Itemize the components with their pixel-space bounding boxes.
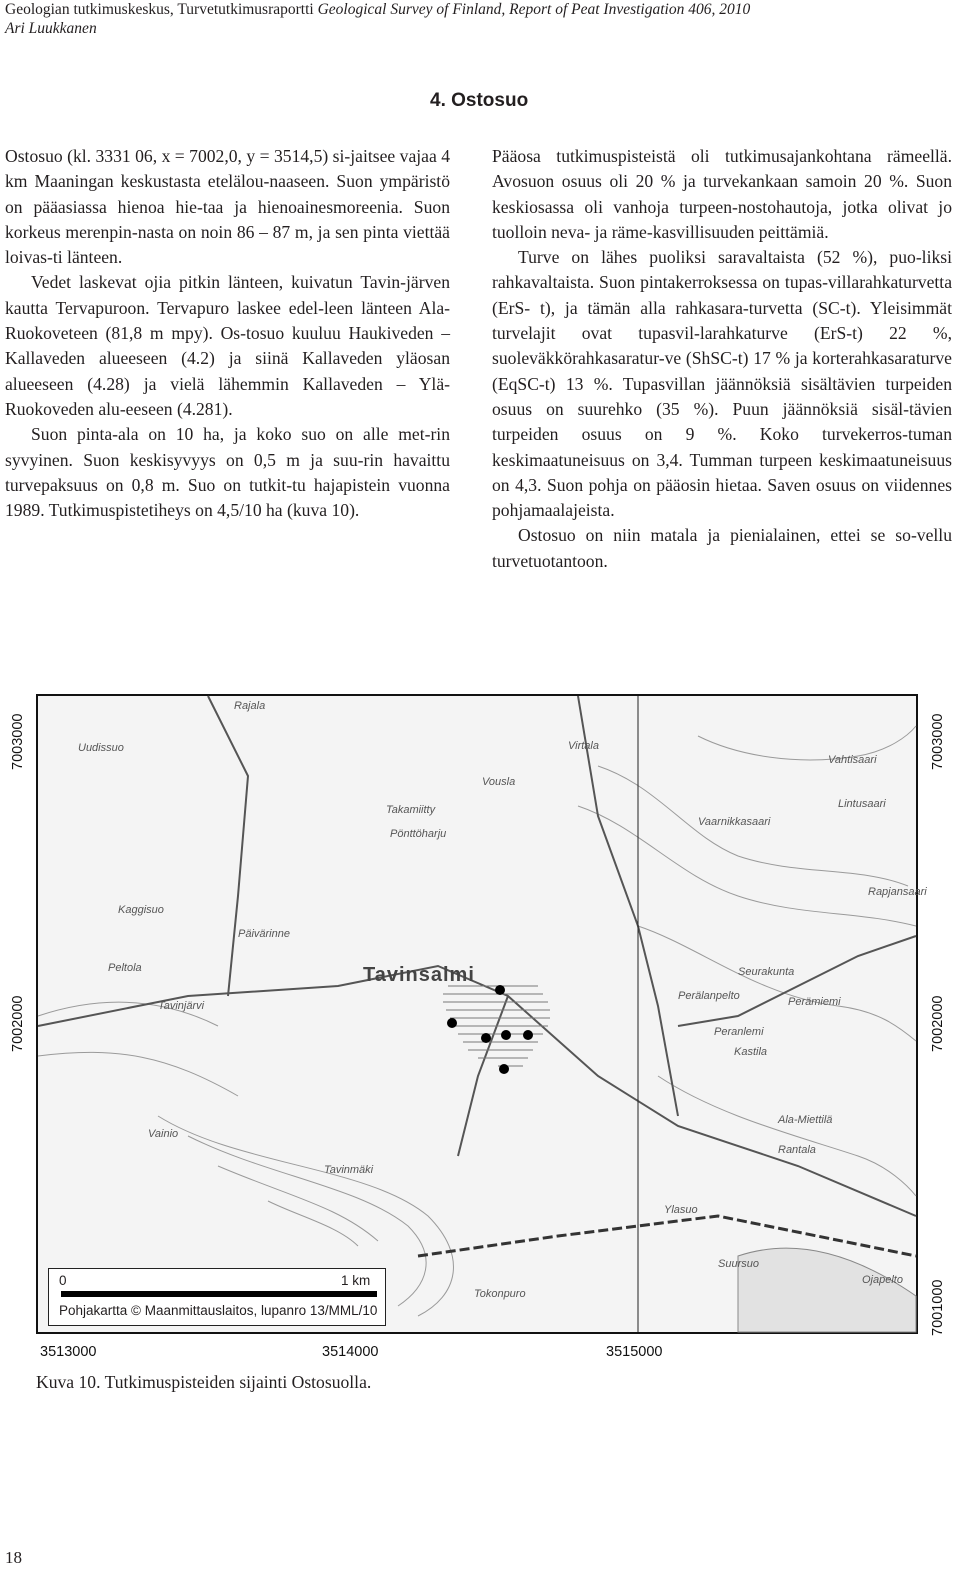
study-point bbox=[501, 1030, 511, 1040]
figure-caption: Kuva 10. Tutkimuspisteiden sijainti Ostosuolla. bbox=[36, 1372, 372, 1392]
right-column bbox=[492, 144, 952, 574]
place-name: Tokonpuro bbox=[474, 1288, 526, 1300]
place-name: Lintusaari bbox=[838, 798, 886, 810]
map-base-drawing bbox=[38, 696, 916, 1332]
place-name: Vaarnikkasaari bbox=[698, 816, 771, 828]
place-name: Perälanpelto bbox=[678, 990, 740, 1002]
y-label-right: 7002000 bbox=[930, 995, 946, 1052]
place-name: Seurakunta bbox=[738, 966, 795, 978]
place-name: Rajala bbox=[234, 700, 266, 712]
map-credit: Pohjakartta © Maanmittauslaitos, lupanro 13/MML/10 bbox=[59, 1303, 378, 1318]
place-name: Ala-Miettilä bbox=[778, 1114, 833, 1126]
paragraph: Turve on lähes puoliksi saravaltaista (52 %), puo-liksi rahkavaltaista. Suon pintakerroksessa on tupas-villarahkaturvetta (ErS- t), ja tämän alla rahkasara-turvetta (SC-t). Yleisimmät turvelajit ovat tupasvil-larahkaturve (ErS-t) 22 %, suoleväkkörahkasaratur-ve (ShSC-t) 17 % ja korterahkasaraturve (EqSC-t) 13 %. Tupasvillan jäännöksiä sisältävien turpeiden osuus on suurehko (35 %). Puun jäännöksiä sisäl-tävien turpeiden osuus on 9 %. Koko turvekerros-tuman keskimaatuneisuus on 3,4. Tumman turpeen keskimaatuneisuus on 4,3. Suon pohja on pääosin hietaa. Saven osuus on viidennes pohjamaalajeista. bbox=[492, 247, 952, 521]
place-name: Perämiemi bbox=[788, 996, 841, 1008]
place-name: Peltola bbox=[108, 962, 142, 974]
topographic-map bbox=[36, 694, 927, 1334]
place-name: Tavinjärvi bbox=[158, 1000, 205, 1012]
place-name: Ojapelto bbox=[862, 1274, 903, 1286]
scale-box bbox=[48, 1268, 386, 1326]
scale-zero: 0 bbox=[59, 1273, 67, 1288]
paragraph: Suon pinta-ala on 10 ha, ja koko suo on alle met-rin syvyinen. Suon keskisyvyys on 0,5 m ja suu-rin havaittu turvepaksuus on 0,8 m. Suo on tutkit-tu hajapistein vuonna 1989. Tutkimuspistetiheys on 4,5/10 ha (kuva 10). bbox=[5, 424, 450, 521]
y-label-left: 7003000 bbox=[10, 713, 26, 770]
paragraph: Pääosa tutkimuspisteistä oli tutkimusajankohtana rämeellä. Avosuon osuus oli 20 % ja turvekankaan samoin 20 %. Suon keskiosassa oli vanhoja turpeen-nostohautoja, jotka olivat jo tuolloin neva- ja räme-kasvillisuuden peittämiä. bbox=[492, 146, 952, 242]
place-name: Rapjansaari bbox=[868, 886, 927, 898]
scale-end: 1 km bbox=[341, 1273, 371, 1288]
left-column bbox=[5, 144, 450, 523]
running-header bbox=[5, 0, 750, 20]
y-label-right: 7003000 bbox=[930, 713, 946, 770]
study-point bbox=[481, 1033, 491, 1043]
header-author: Ari Luukkanen bbox=[5, 20, 97, 37]
x-label-bottom: 3513000 bbox=[40, 1344, 97, 1360]
paragraph: Vedet laskevat ojia pitkin länteen, kuivatun Tavin-järven kautta Tervapuroon. Tervapuro laskee edel-leen länteen Ala-Ruokoveteen (81,8 m mpy). Os-tosuo kuuluu Haukiveden – Kallaveden alueeseen (4.2) ja siinä Kallaveden yläosan alueeseen (4.28) ja vielä lähemmin Kallaveden – Ylä-Ruokoveden alu-eeseen (4.281). bbox=[5, 272, 450, 419]
place-name: Vainio bbox=[148, 1128, 179, 1140]
place-name: Pönttöharju bbox=[390, 828, 447, 840]
paragraph: Ostosuo (kl. 3331 06, x = 7002,0, y = 3514,5) si-jaitsee vajaa 4 km Maaningan keskustasta etelälou-naaseen. Suon ympäristö on pääasiassa hienoa hie-taa ja hienoainesmoreenia. Suon korkeus merenpin-nasta on noin 86 – 87 m, ja sen pinta viettää loivas-ti länteen. bbox=[5, 146, 450, 268]
place-name: Vousla bbox=[482, 776, 516, 788]
place-name: Uudissuo bbox=[78, 742, 124, 754]
study-point bbox=[499, 1064, 509, 1074]
place-name: Suursuo bbox=[718, 1258, 759, 1270]
place-name: Virtala bbox=[568, 740, 599, 752]
place-name: Tavinmäki bbox=[324, 1164, 374, 1176]
place-name: Peranlemi bbox=[714, 1026, 764, 1038]
y-label-right: 7001000 bbox=[930, 1279, 946, 1336]
study-point bbox=[447, 1018, 457, 1028]
header-series: Geological Survey of Finland, Report of Peat Investigation 406, 2010 bbox=[317, 1, 751, 18]
place-name: Kaggisuo bbox=[118, 904, 164, 916]
place-name: Ylasuo bbox=[664, 1204, 698, 1216]
section-title: 4. Ostosuo bbox=[430, 90, 529, 111]
scale-bar bbox=[61, 1291, 377, 1297]
place-name: Rantala bbox=[778, 1144, 816, 1156]
place-name: Takamiitty bbox=[386, 804, 436, 816]
place-name: Tavinsalmi bbox=[363, 964, 475, 986]
paragraph: Ostosuo on niin matala ja pienialainen, ettei se so-vellu turvetuotantoon. bbox=[492, 525, 952, 571]
y-label-left: 7002000 bbox=[10, 995, 26, 1052]
x-label-bottom: 3515000 bbox=[606, 1344, 663, 1360]
study-point bbox=[495, 985, 505, 995]
place-name: Päivärinne bbox=[238, 928, 290, 940]
place-name: Vahtisaari bbox=[828, 754, 877, 766]
study-point bbox=[523, 1030, 533, 1040]
x-label-bottom: 3514000 bbox=[322, 1344, 379, 1360]
place-name: Kastila bbox=[734, 1046, 768, 1058]
header-publisher: Geologian tutkimuskeskus, Turvetutkimusraportti bbox=[5, 1, 314, 18]
page-number: 18 bbox=[5, 1548, 22, 1567]
